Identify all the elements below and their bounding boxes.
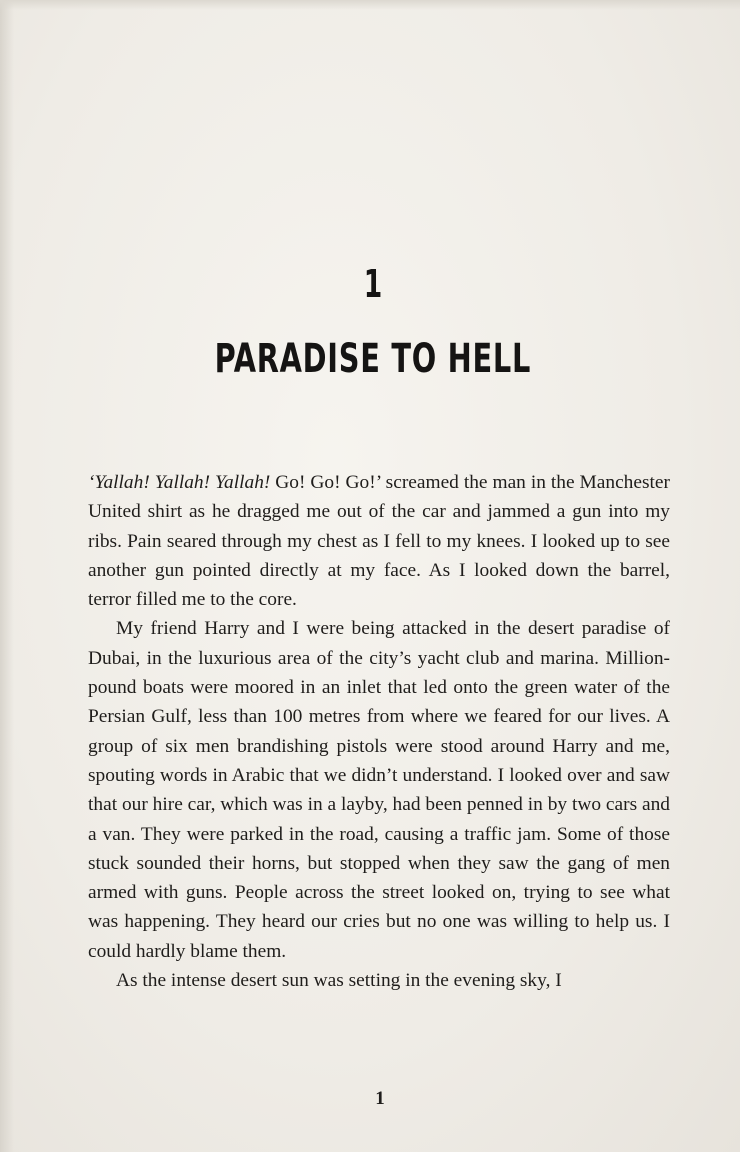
chapter-body [88, 468, 670, 995]
opening-italic: ‘Yallah! Yallah! Yallah! [88, 472, 271, 493]
page-shadow-left [0, 0, 14, 1152]
paragraph-2: My friend Harry and I were being attacked in the desert paradise of Dubai, in the luxurious area of the city’s yacht club and marina. Million-pound boats were moored in an inlet that led onto the green water of the Persian Gulf, less than 100 metres from where we feared for our lives. A group of six men brandishing pistols were stood around Harry and me, spouting words in Arabic that we didn’t understand. I looked over and saw that our hire car, which was in a layby, had been penned in by two cars and a van. They were parked in the road, causing a traffic jam. Some of those stuck sounded their horns, but stopped when they saw the gang of men armed with guns. People across the street looked on, trying to see what was happening. They heard our cries but no one was willing to help us. I could hardly blame them. [88, 618, 670, 962]
chapter-title: PARADISE TO HELL [214, 336, 532, 382]
page-number: 1 [375, 1088, 385, 1109]
paragraph-1 [88, 468, 670, 614]
page-shadow-top [0, 0, 740, 10]
chapter-number: 1 [363, 262, 383, 306]
paragraph-1-text: Go! Go! Go!’ screamed the man in the Manchester United shirt as he dragged me out of the car and jammed a gun into my ribs. Pain seared through my chest as I fell to my knees. I looked up to see another gun pointed directly at my face. As I looked down the barrel, terror filled me to the core. [88, 472, 670, 611]
paragraph-3: As the intense desert sun was setting in the evening sky, I [116, 970, 562, 992]
